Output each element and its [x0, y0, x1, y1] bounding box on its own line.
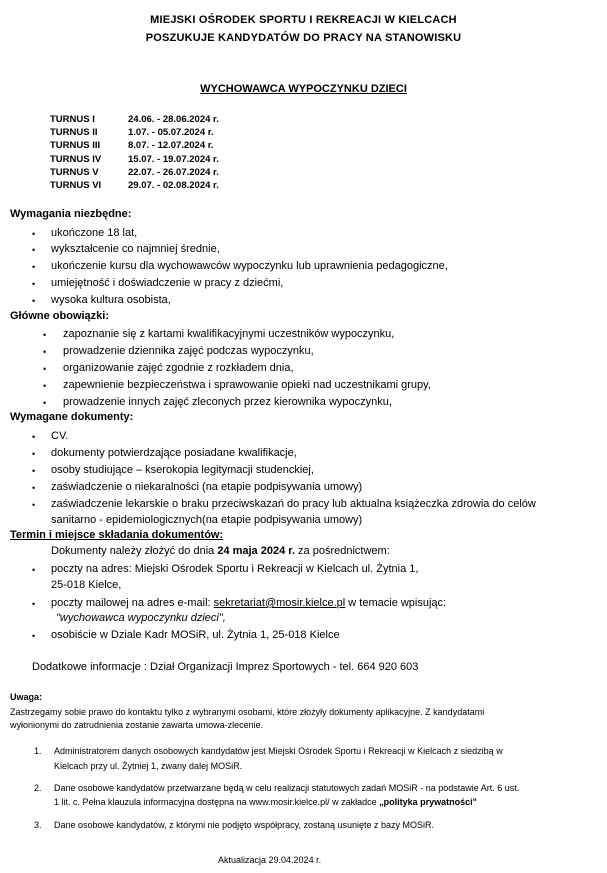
bullet-icon: •: [32, 449, 36, 459]
rodo-item-1-line-2: Kielcach przy ul. Żytniej 1, zwany dalej MOSiR.: [54, 761, 243, 771]
list-item: zaświadczenie lekarskie o braku przeciwskazań do pracy lub aktualna książeczka zdrowia do celów: [51, 498, 536, 510]
note-line-2: wyłonionymi do zatrudnienia zostanie zawarta umowa-zlecenie.: [10, 720, 264, 730]
updated-date: Aktualizacja 29.04.2024 r.: [218, 855, 322, 865]
bullet-icon: •: [32, 279, 36, 289]
bullet-icon: •: [32, 432, 36, 442]
turnus-dates: 22.07. - 26.07.2024 r.: [128, 167, 219, 178]
email-subject: "wychowawca wypoczynku dzieci",: [56, 612, 226, 624]
turnus-dates: 1.07. - 05.07.2024 r.: [128, 127, 214, 138]
bullet-icon: •: [32, 466, 36, 476]
header-line-1: MIEJSKI OŚRODEK SPORTU I REKREACJI W KIELCACH: [150, 14, 457, 26]
position-title: WYCHOWAWCA WYPOCZYNKU DZIECI: [200, 83, 407, 95]
rodo-item-2-line-2-text: 1 lit. c. Pełna klauzula informacyjna dostępna na www.mosir.kielce.pl/ w zakładce: [54, 797, 380, 807]
list-item: wykształcenie co najmniej średnie,: [51, 243, 220, 255]
bullet-icon: •: [32, 296, 36, 306]
bullet-icon: •: [32, 599, 36, 609]
rodo-item-2-line-2: [54, 797, 477, 807]
additional-info: Dodatkowe informacje : Dział Organizacji Imprez Sportowych - tel. 664 920 603: [32, 661, 419, 673]
turnus-name: TURNUS V: [50, 167, 99, 178]
list-item: zapoznanie się z kartami kwalifikacyjnymi uczestników wypoczynku,: [63, 328, 395, 340]
bullet-icon: •: [43, 330, 47, 340]
list-item: CV.: [51, 430, 69, 442]
list-item: wysoka kultura osobista,: [51, 294, 171, 306]
submission-deadline: 24 maja 2024 r.: [217, 545, 295, 557]
turnus-dates: 24.06. - 28.06.2024 r.: [128, 114, 219, 125]
documents-heading: Wymagane dokumenty:: [10, 411, 134, 423]
submission-intro-post: za pośrednictwem:: [295, 545, 390, 557]
list-item: zaświadczenie o niekaralności (na etapie podpisywania umowy): [51, 481, 363, 493]
turnus-name: TURNUS VI: [50, 180, 102, 191]
list-item: prowadzenie dziennika zajęć podczas wypoczynku,: [63, 345, 314, 357]
email-line-post: w temacie wpisując:: [345, 597, 447, 609]
list-item-continuation: sanitarno - epidemiologicznych(na etapie podpisywania umowy): [51, 514, 363, 526]
turnus-name: TURNUS II: [50, 127, 98, 138]
bullet-icon: •: [43, 398, 47, 408]
bullet-icon: •: [32, 229, 36, 239]
bullet-icon: •: [43, 364, 47, 374]
list-item: organizowanie zajęć zgodnie z rozkładem dnia,: [63, 362, 294, 374]
bullet-icon: •: [32, 565, 36, 575]
postal-address-line-2: 25-018 Kielce,: [51, 579, 122, 591]
email-line-pre: poczty mailowej na adres e-mail:: [51, 597, 214, 609]
list-item: zapewnienie bezpieczeństwa i sprawowanie opieki nad uczestnikami grupy,: [63, 379, 431, 391]
postal-address-line-1: poczty na adres: Miejski Ośrodek Sportu i Rekreacji w Kielcach ul. Żytnia 1,: [51, 563, 419, 575]
turnus-dates: 15.07. - 19.07.2024 r.: [128, 154, 219, 165]
turnus-dates: 8.07. - 12.07.2024 r.: [128, 140, 214, 151]
rodo-item-1-line-1: Administratorem danych osobowych kandydatów jest Miejski Ośrodek Sportu i Rekreacji w Kielcach z siedzibą w: [54, 746, 503, 756]
privacy-policy-label: „polityka prywatności": [379, 797, 477, 807]
rodo-item-3-line-1: Dane osobowe kandydatów, z którymi nie podjęto współpracy, zostaną usunięte z bazy MOSiR.: [54, 820, 435, 830]
submission-intro-pre: Dokumenty należy złożyć do dnia: [51, 545, 218, 557]
list-item: ukończone 18 lat,: [51, 227, 138, 239]
bullet-icon: •: [32, 500, 36, 510]
list-item: umiejętność i doświadczenie w pracy z dziećmi,: [51, 277, 284, 289]
list-item: osoby studiujące – kserokopia legitymacji studenckiej,: [51, 464, 314, 476]
note-line-1: Zastrzegamy sobie prawo do kontaktu tylko z wybranymi osobami, które złożyły dokumenty aplikacyjne. Z kandydatami: [10, 707, 485, 717]
list-number: 2.: [34, 783, 42, 793]
list-number: 1.: [34, 746, 42, 756]
bullet-icon: •: [43, 381, 47, 391]
bullet-icon: •: [43, 347, 47, 357]
header-line-2: POSZUKUJE KANDYDATÓW DO PRACY NA STANOWISKU: [145, 32, 462, 44]
requirements-heading: Wymagania niezbędne:: [10, 208, 132, 220]
turnus-dates: 29.07. - 02.08.2024 r.: [128, 180, 219, 191]
note-heading: Uwaga:: [10, 692, 43, 702]
email-link[interactable]: sekretariat@mosir.kielce.pl: [213, 597, 346, 609]
list-item: prowadzenie innych zajęć zleconych przez kierownika wypoczynku,: [63, 396, 392, 408]
list-item: ukończenie kursu dla wychowawców wypoczynku lub uprawnienia pedagogiczne,: [51, 260, 448, 272]
list-number: 3.: [34, 820, 42, 830]
bullet-icon: •: [32, 245, 36, 255]
in-person-line: osobiście w Dziale Kadr MOSiR, ul. Żytnia 1, 25-018 Kielce: [51, 629, 340, 641]
turnus-name: TURNUS I: [50, 114, 95, 125]
submission-heading: Termin i miejsce składania dokumentów:: [10, 529, 224, 541]
bullet-icon: •: [32, 483, 36, 493]
rodo-item-2-line-1: Dane osobowe kandydatów przetwarzane będą w celu realizacji statutowych zadań MOSiR - na podstawie Art. 6 ust.: [54, 783, 520, 793]
turnus-name: TURNUS III: [50, 140, 101, 151]
duties-heading: Główne obowiązki:: [10, 310, 110, 322]
list-item: dokumenty potwierdzające posiadane kwalifikacje,: [51, 447, 297, 459]
submission-intro: [51, 545, 390, 557]
email-line: [51, 597, 446, 609]
turnus-name: TURNUS IV: [50, 154, 102, 165]
bullet-icon: •: [32, 631, 36, 641]
bullet-icon: •: [32, 262, 36, 272]
